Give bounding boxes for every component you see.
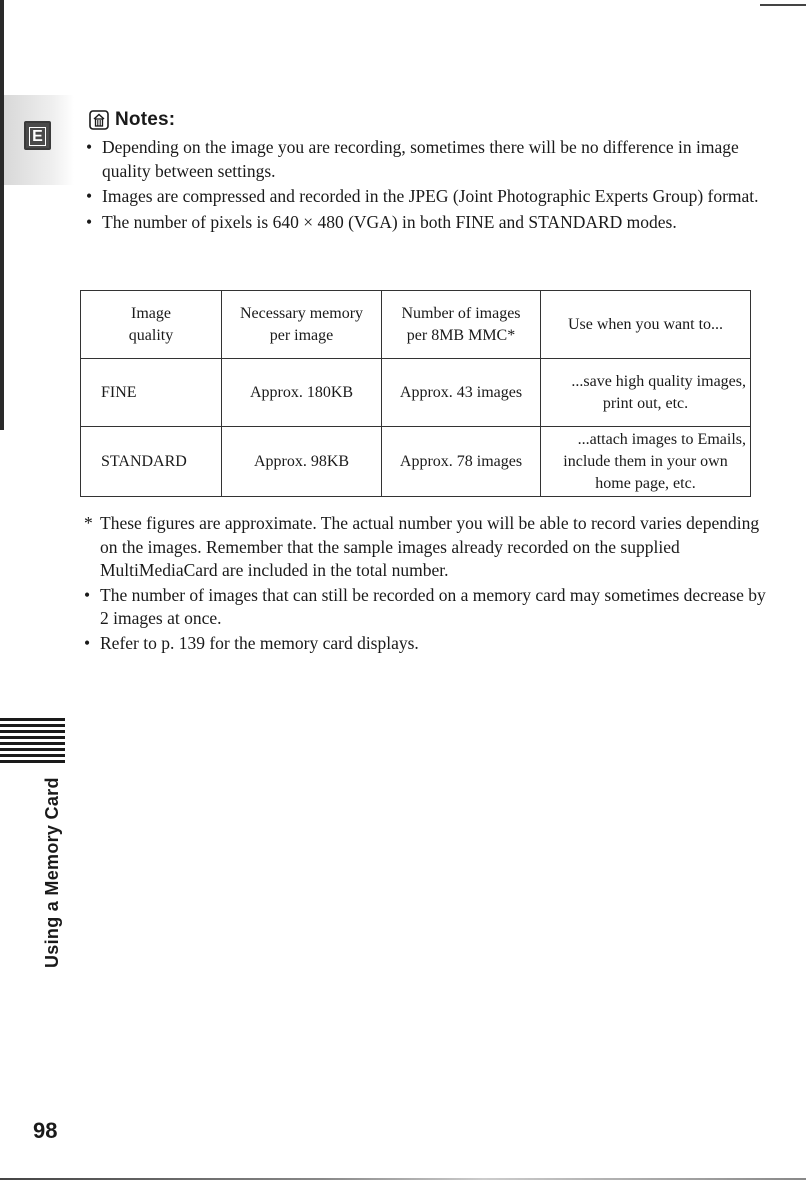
header-line: Number of images — [401, 304, 521, 322]
bottom-edge-rule — [0, 1178, 806, 1180]
use-line: ...save high quality images, — [571, 372, 746, 390]
corner-rule — [760, 4, 806, 6]
bullet-mark: • — [84, 584, 91, 605]
notes-list — [86, 136, 766, 236]
table-row — [81, 359, 751, 427]
cell-quality: STANDARD — [81, 427, 222, 497]
header-line: per 8MB MMC* — [406, 326, 516, 344]
header-line: Use when you want to... — [567, 315, 724, 333]
footnote-text: The number of images that can still be recorded on a memory card may sometimes decrease by 2 images at once. — [100, 584, 766, 628]
table-header-row — [81, 291, 751, 359]
cell-use — [541, 427, 751, 497]
footnote-bullet — [80, 632, 770, 656]
table-row — [81, 427, 751, 497]
header-use-when — [541, 291, 751, 359]
header-line: quality — [128, 326, 174, 344]
bullet-mark: • — [84, 632, 91, 653]
use-line: include them in your own — [563, 452, 728, 470]
footnote-text: Refer to p. 139 for the memory card displays. — [100, 632, 419, 653]
cell-memory: Approx. 98KB — [222, 427, 382, 497]
header-necessary-memory — [222, 291, 382, 359]
cell-use — [541, 359, 751, 427]
note-item: • Images are compressed and recorded in the JPEG (Joint Photographic Experts Group) format. — [86, 185, 766, 209]
cell-memory: Approx. 180KB — [222, 359, 382, 427]
notes-title: Notes: — [115, 109, 176, 130]
cell-quality: FINE — [81, 359, 222, 427]
cell-count: Approx. 43 images — [382, 359, 541, 427]
footnote-text: These figures are approximate. The actual number you will be able to record varies depending on the images. Remember that the sample images already recorded on the supplied MultiMediaCard are included in the total number. — [100, 513, 760, 580]
footnote-bullet — [80, 584, 770, 631]
header-image-quality — [81, 291, 222, 359]
header-line: Necessary memory — [239, 304, 364, 322]
header-line: per image — [269, 326, 334, 344]
side-tab-label: Using a Memory Card — [42, 777, 62, 968]
use-line: home page, etc. — [595, 474, 696, 492]
note-item: • Depending on the image you are recording, sometimes there will be no difference in image quality between settings. — [86, 136, 766, 183]
page-number: 98 — [33, 1118, 58, 1143]
header-number-of-images — [382, 291, 541, 359]
side-tab-bars — [0, 718, 65, 766]
use-line: ...attach images to Emails, — [577, 430, 746, 448]
image-quality-table — [80, 290, 751, 497]
footnotes-list — [80, 512, 770, 656]
header-line: Image — [131, 304, 171, 322]
note-item: • The number of pixels is 640 × 480 (VGA) in both FINE and STANDARD modes. — [86, 211, 766, 235]
use-line: print out, etc. — [602, 394, 689, 412]
asterisk-mark: * — [84, 513, 93, 533]
notes-header — [89, 109, 175, 131]
language-badge — [24, 121, 51, 150]
language-badge-letter: E — [29, 127, 46, 146]
cell-count: Approx. 78 images — [382, 427, 541, 497]
notes-icon — [89, 110, 109, 130]
footnote-asterisk — [80, 512, 770, 583]
scan-edge-shadow — [0, 0, 4, 430]
